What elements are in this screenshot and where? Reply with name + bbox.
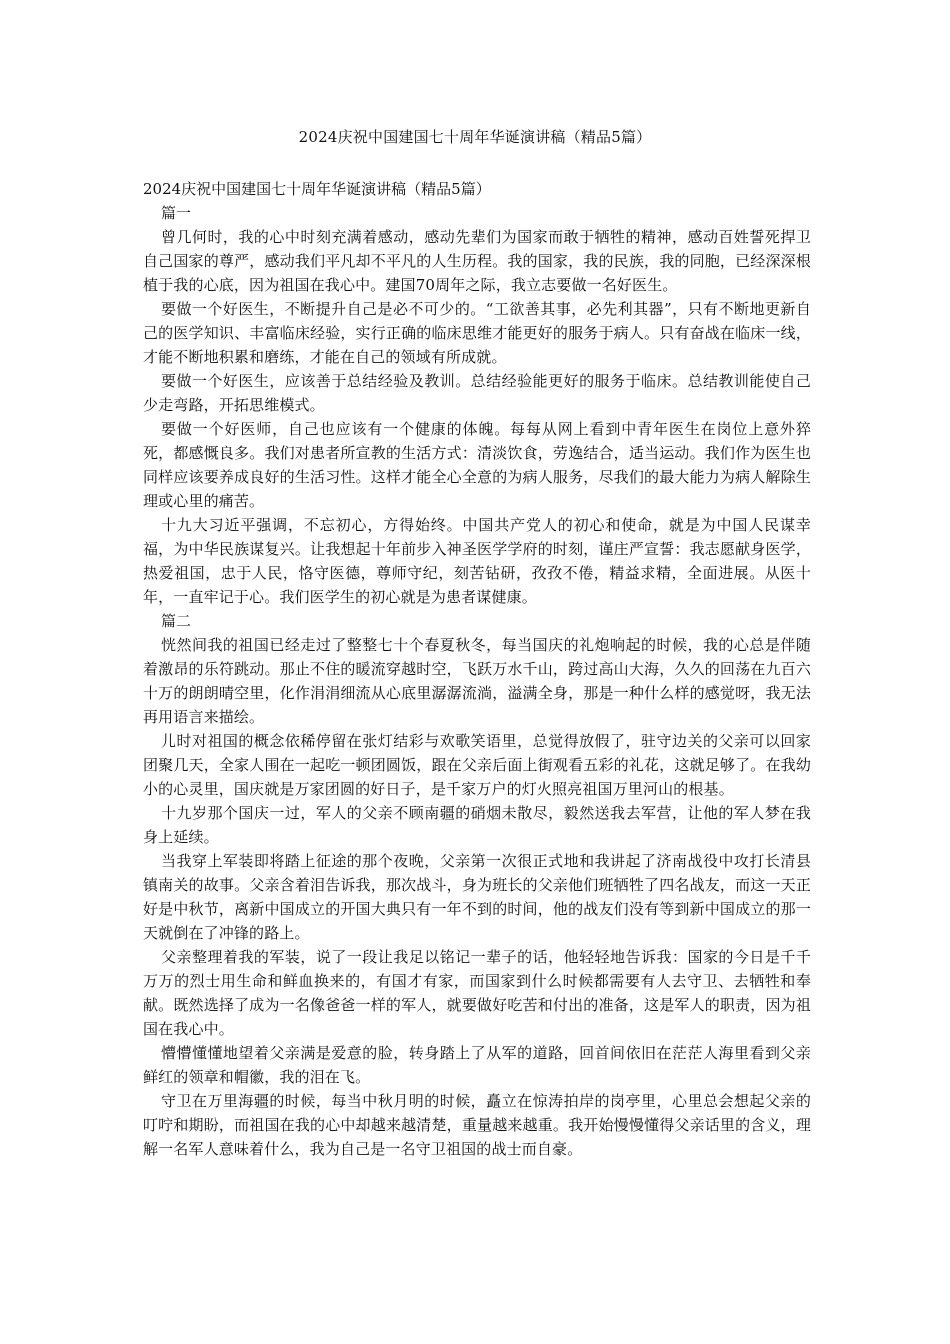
paragraph: 懵懵懂懂地望着父亲满是爱意的脸，转身踏上了从军的道路，回首间依旧在茫茫人海里看到父亲鲜红的领章和帽徽，我的泪在飞。 [143, 1044, 811, 1086]
paragraph: 恍然间我的祖国已经走过了整整七十个春夏秋冬，每当国庆的礼炮响起的时候，我的心总是伴随着激昂的乐符跳动。那止不住的暖流穿越时空，飞跃万水千山，跨过高山大海，久久的回荡在九百六十万的朗朗晴空里，化作涓涓细流从心底里潺潺流淌，溢满全身，那是一种什么样的感觉呀，我无法再用语言来描绘。 [143, 636, 811, 726]
document-subtitle: 2024庆祝中国建国七十周年华诞演讲稿（精品5篇） [143, 180, 491, 198]
paragraph: 要做一个好医师，自己也应该有一个健康的体魄。每每从网上看到中青年医生在岗位上意外猝死，都感慨良多。我们对患者所宣教的生活方式：清淡饮食，劳逸结合，适当运动。我们作为医生也同样应该要养成良好的生活习性。这样才能全心全意的为病人服务，尽我们的最大能力为病人解除生理或心里的痛苦。 [143, 420, 811, 510]
document-title: 2024庆祝中国建国七十周年华诞演讲稿（精品5篇） [298, 128, 652, 146]
section-2 [143, 609, 811, 1161]
paragraph: 十九岁那个国庆一过，军人的父亲不顾南疆的硝烟未散尽，毅然送我去军营，让他的军人梦在我身上延续。 [143, 804, 811, 846]
section-heading: 篇二 [161, 612, 192, 630]
paragraph: 曾几何时，我的心中时刻充满着感动，感动先辈们为国家而敢于牺牲的精神，感动百姓誓死捍卫自己国家的尊严，感动我们平凡却不平凡的人生历程。我的国家，我的民族，我的同胞，已经深深根植于我的心底，因为祖国在我心中。建国70周年之际，我立志要做一名好医生。 [143, 228, 811, 294]
section-heading: 篇一 [161, 204, 192, 222]
paragraph: 当我穿上军装即将踏上征途的那个夜晚，父亲第一次很正式地和我讲起了济南战役中攻打长清县镇南关的故事。父亲含着泪告诉我，那次战斗，身为班长的父亲他们班牺牲了四名战友，而这一天正好是中秋节，离新中国成立的开国大典只有一年不到的时间，他的战友们没有等到新中国成立的那一天就倒在了冲锋的路上。 [143, 852, 811, 942]
section-1 [143, 201, 811, 609]
paragraph: 要做一个好医生，应该善于总结经验及教训。总结经验能更好的服务于临床。总结教训能使自己少走弯路，开拓思维模式。 [143, 372, 811, 414]
paragraph: 父亲整理着我的军装，说了一段让我足以铭记一辈子的话，他轻轻地告诉我：国家的今日是千千万万的烈士用生命和鲜血换来的，有国才有家，而国家到什么时候都需要有人去守卫、去牺牲和奉献。既然选择了成为一名像爸爸一样的军人，就要做好吃苦和付出的准备，这是军人的职责，因为祖国在我心中。 [143, 948, 811, 1038]
paragraph: 儿时对祖国的概念依稀停留在张灯结彩与欢歌笑语里，总觉得放假了，驻守边关的父亲可以回家团聚几天，全家人围在一起吃一顿团圆饭，跟在父亲后面上街观看五彩的礼花，这就足够了。在我幼小的心灵里，国庆就是万家团圆的好日子，是千家万户的灯火照亮祖国万里河山的根基。 [143, 732, 811, 798]
paragraph: 十九大习近平强调，不忘初心，方得始终。中国共产党人的初心和使命，就是为中国人民谋幸福，为中华民族谋复兴。让我想起十年前步入神圣医学学府的时刻，谨庄严宣誓：我志愿献身医学，热爱祖国，忠于人民，恪守医德，尊师守纪，刻苦钻研，孜孜不倦，精益求精，全面进展。从医十年，一直牢记于心。我们医学生的初心就是为患者谋健康。 [143, 516, 811, 606]
paragraph: 守卫在万里海疆的时候，每当中秋月明的时候，矗立在惊涛拍岸的岗亭里，心里总会想起父亲的叮咛和期盼，而祖国在我的心中却越来越清楚，重量越来越重。我开始慢慢懂得父亲话里的含义，理解一名军人意味着什么，我为自己是一名守卫祖国的战士而自豪。 [143, 1092, 811, 1158]
document-body [143, 177, 811, 1161]
paragraph: 要做一个好医生，不断提升自己是必不可少的。“工欲善其事，必先利其器”，只有不断地更新自己的医学知识、丰富临床经验，实行正确的临床思维才能更好的服务于病人。只有奋战在临床一线，才能不断地积累和磨练，才能在自己的领域有所成就。 [143, 300, 811, 366]
